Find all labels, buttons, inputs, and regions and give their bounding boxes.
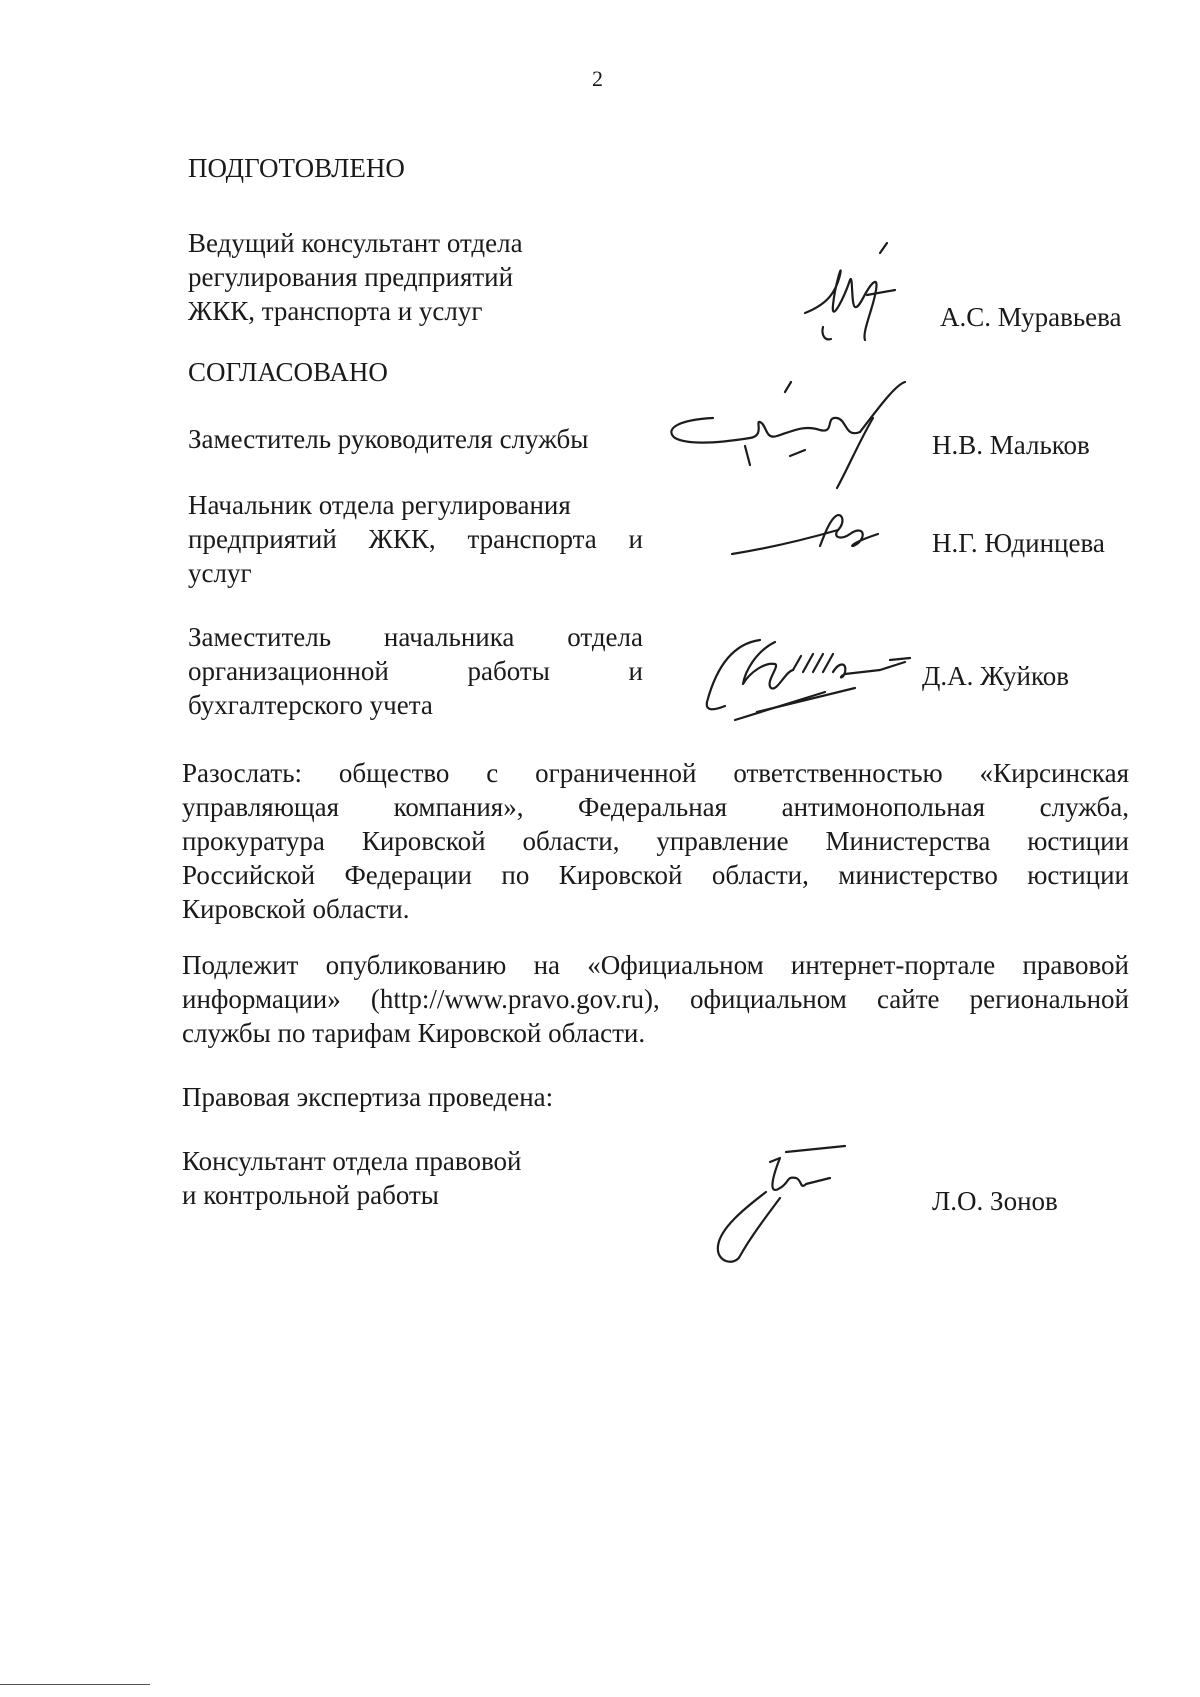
signature-malkov [655, 380, 915, 490]
agreed-name-1: Н.В. Мальков [932, 430, 1090, 460]
distribution-line: Российской Федерации по Кировской области, министерство юстиции [182, 860, 1129, 890]
distribution-line: Кировской области. [182, 894, 410, 924]
prepared-name: А.С. Муравьева [940, 302, 1122, 332]
prepared-position [188, 226, 608, 328]
publication-line: Подлежит опубликованию на «Официальном интернет-портале правовой [182, 950, 1129, 980]
agreed-heading: СОГЛАСОВАНО [188, 357, 388, 387]
scan-edge-line [0, 1684, 150, 1685]
position-line: Начальник отдела регулирования [188, 490, 571, 520]
distribution-line: Разослать: общество с ограниченной ответственностью «Кирсинская [182, 758, 1129, 788]
position-line: организационной работы и [188, 656, 643, 686]
legal-review-position [182, 1144, 622, 1212]
legal-review-heading: Правовая экспертиза проведена: [182, 1082, 554, 1112]
position-line: Заместитель начальника отдела [188, 622, 643, 652]
publication-paragraph [182, 948, 1129, 1050]
distribution-line: управляющая компания», Федеральная антимонопольная служба, [182, 792, 1129, 822]
position-line: бухгалтерского учета [188, 690, 433, 720]
position-line: и контрольной работы [182, 1180, 439, 1210]
distribution-paragraph [182, 756, 1129, 926]
position-line: услуг [188, 558, 252, 588]
agreed-name-2: Н.Г. Юдинцева [932, 528, 1105, 558]
agreed-name-3: Д.А. Жуйков [922, 661, 1069, 691]
prepared-heading: ПОДГОТОВЛЕНО [188, 153, 405, 183]
position-line: регулирования предприятий [188, 262, 514, 292]
position-line: Заместитель руководителя службы [188, 424, 589, 454]
distribution-line: прокуратура Кировской области, управление Министерства юстиции [182, 826, 1129, 856]
signature-muravyeva [795, 235, 915, 355]
page-number: 2 [592, 66, 603, 91]
position-line: Ведущий консультант отдела [188, 228, 523, 258]
legal-review-name: Л.О. Зонов [932, 1186, 1058, 1216]
agreed-position-3 [188, 620, 643, 722]
agreed-position-1 [188, 422, 628, 456]
signature-zhuykov [705, 632, 945, 722]
position-line: предприятий ЖКК, транспорта и [188, 524, 643, 554]
position-line: Консультант отдела правовой [182, 1146, 522, 1176]
agreed-position-2 [188, 488, 643, 590]
publication-line: информации» (http://www.pravo.gov.ru), официальном сайте региональной [182, 984, 1129, 1014]
position-line: ЖКК, транспорта и услуг [188, 296, 483, 326]
signature-yudintseva [730, 508, 880, 558]
publication-line: службы по тарифам Кировской области. [182, 1018, 646, 1048]
signature-zonov [710, 1148, 870, 1278]
